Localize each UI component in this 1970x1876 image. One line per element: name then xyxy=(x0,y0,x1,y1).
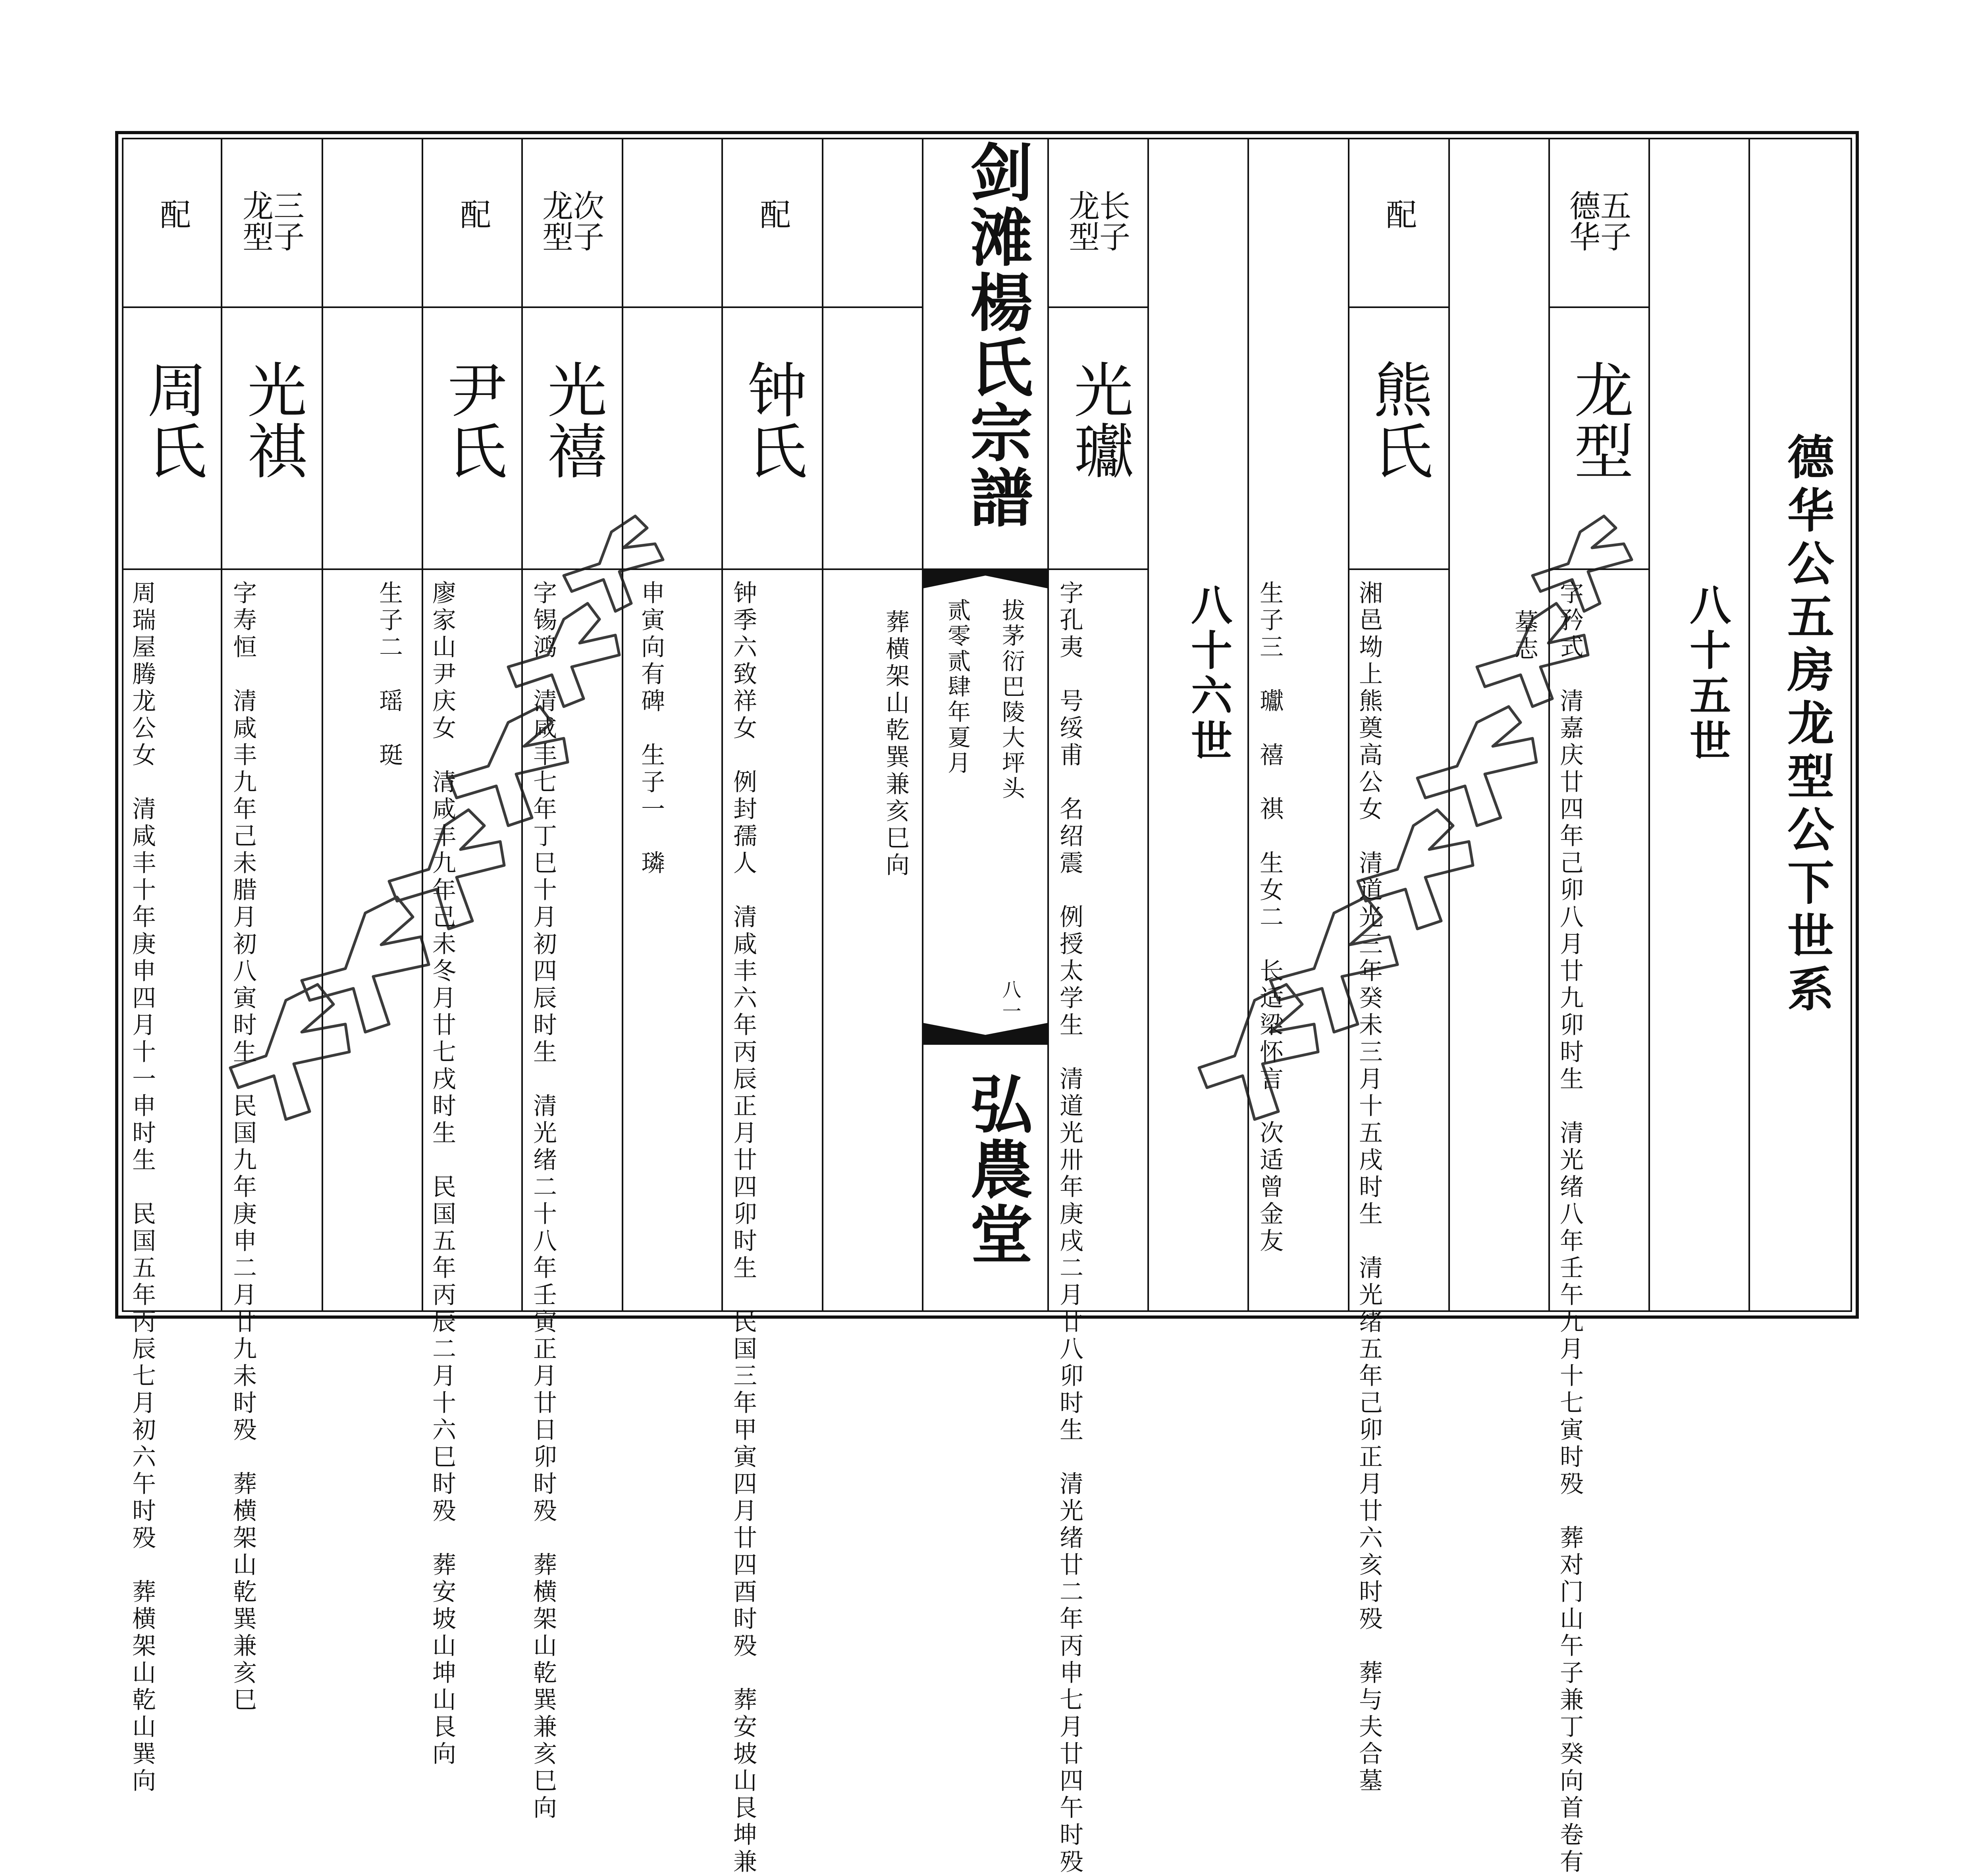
column-divider xyxy=(322,138,323,1312)
column-divider xyxy=(1147,138,1149,1312)
lineage-label: 次子 xyxy=(568,190,604,252)
lineage-label: 龙型 xyxy=(237,190,273,252)
column-divider xyxy=(521,138,523,1312)
row-divider xyxy=(1348,568,1448,570)
person-name: 尹氏 xyxy=(437,359,506,482)
biography-text: 字孔夷 号绥甫 名绍震 例授太学生 清道光卅年庚戌二月廿八卯时生 清光绪廿二年丙申七月廿四午时殁 xyxy=(1056,580,1083,1876)
biography-text: 字寿恒 清咸丰九年己未腊月初八寅时生 民国九年庚申二月廿九未时殁 葬横架山乾巽兼亥巳 xyxy=(229,580,257,1714)
column-divider xyxy=(721,138,723,1312)
role-label: 配 xyxy=(755,198,790,229)
lineage-label: 德华 xyxy=(1564,190,1600,252)
person-name: 光瓛 xyxy=(1064,359,1133,482)
biography-text: 字矜式 清嘉庆廿四年己卯八月廿九卯时生 清光绪八年壬午九月十七寅时殁 葬对门山午子兼丁癸向首卷有 xyxy=(1556,580,1584,1876)
lineage-label: 龙型 xyxy=(537,190,573,252)
person-name: 光祺 xyxy=(237,359,306,482)
page-number: 八一 xyxy=(999,980,1021,1023)
person-name: 熊氏 xyxy=(1363,359,1432,482)
lineage-label: 三子 xyxy=(268,190,304,252)
biography-text: 钟季六致祥女 例封孺人 清咸丰六年丙辰正月廿四卯时生 民国三年甲寅四月廿四酉时殁 葬安坡山艮坤兼 xyxy=(729,580,757,1876)
column-divider xyxy=(622,138,623,1312)
book-origin: 拔茅衍巴陵大坪头 xyxy=(998,598,1025,801)
row-divider xyxy=(1548,306,1648,308)
children-text: 生子三 瓛 禧 祺 生女二 长适梁怀言 次适曾金友 xyxy=(1256,580,1284,1255)
role-label: 配 xyxy=(1381,198,1417,229)
epitaph-note: 墓志 xyxy=(1511,609,1538,663)
biography-text: 周瑞屋腾龙公女 清咸丰十年庚申四月十一申时生 民国五年丙辰七月初六午时殁 葬横架山乾山巽向 xyxy=(128,580,156,1795)
row-divider xyxy=(1047,306,1147,308)
generation-label: 八十五世 xyxy=(1683,584,1731,765)
column-divider xyxy=(1548,138,1550,1312)
column-divider xyxy=(822,138,823,1312)
book-date: 贰零贰肆年夏月 xyxy=(944,598,971,776)
column-divider xyxy=(1047,138,1049,1312)
biography-text: 字锡鸿 清咸丰七年丁巳十月初四辰时生 清光绪二十八年壬寅正月廿日卯时殁 葬横架山乾巽兼亥巳向 xyxy=(529,580,557,1822)
role-label: 配 xyxy=(155,198,191,229)
column-divider xyxy=(1247,138,1249,1312)
person-name: 周氏 xyxy=(137,359,206,482)
row-divider xyxy=(122,306,922,308)
biography-text: 廖家山尹庆女 清咸丰九年己未冬月廿七戌时生 民国五年丙辰二月十六巳时殁 葬安坡山坤山艮向 xyxy=(428,580,456,1768)
person-name: 钟氏 xyxy=(737,359,806,482)
column-divider xyxy=(221,138,222,1312)
role-label: 配 xyxy=(455,198,491,229)
book-title: 剑滩楊氏宗譜 xyxy=(960,140,1033,530)
column-divider xyxy=(1448,138,1450,1312)
column-divider xyxy=(1648,138,1650,1312)
row-divider xyxy=(1548,568,1648,570)
section-heading: 德华公五房龙型公下世系 xyxy=(1779,433,1834,1018)
generation-label: 八十六世 xyxy=(1184,584,1232,765)
person-name: 光禧 xyxy=(537,359,606,482)
children-text: 生子二 瑶 珽 xyxy=(375,580,403,769)
lineage-label: 五子 xyxy=(1595,190,1631,252)
column-divider xyxy=(422,138,423,1312)
column-divider xyxy=(1748,138,1750,1312)
lineage-label: 龙型 xyxy=(1064,190,1099,252)
row-divider xyxy=(122,568,922,570)
row-divider xyxy=(1348,306,1448,308)
burial-text: 葬横架山乾巽兼亥巳向 xyxy=(882,609,910,879)
person-name: 龙型 xyxy=(1564,359,1633,482)
tomb-note-text: 申寅向有碑 生子一 璘 xyxy=(637,580,665,877)
biography-text: 湘邑坳上熊奠高公女 清道光三年癸未三月十五戌时生 清光绪五年己卯正月廿六亥时殁 葬与夫合墓 xyxy=(1355,580,1383,1795)
column-divider xyxy=(1348,138,1349,1312)
spine-fishtail-marks xyxy=(923,568,1047,1045)
lineage-label: 长子 xyxy=(1094,190,1130,252)
row-divider xyxy=(1047,568,1147,570)
hall-name: 弘農堂 xyxy=(960,1072,1033,1267)
